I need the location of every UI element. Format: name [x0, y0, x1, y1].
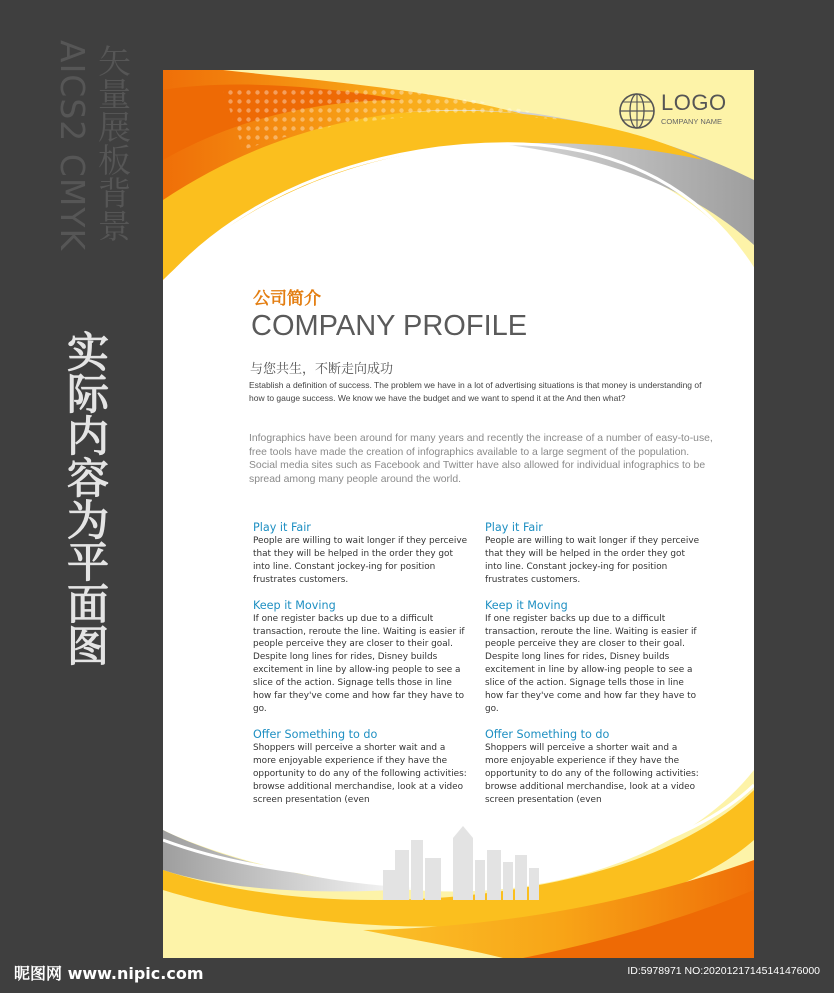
watermark-id: ID:5978971 NO:20201217145141476000 [627, 965, 820, 977]
section [485, 599, 703, 716]
title-cn: 公司简介 [253, 289, 321, 309]
side-subtitle-en: AICS2 CMYK [53, 40, 92, 252]
section-body: If one register backs up due to a difficult transaction, reroute the line. Waiting is easier if people perceive they are closer to their goal. Despite long lines for rides, Disney builds excitement in line by allow-ing people to see a slice of the action. Signage tells those in line how far they've come and how far they have to go. [253, 613, 465, 714]
section [485, 728, 703, 806]
section [485, 521, 703, 587]
section-heading: Keep it Moving [485, 598, 568, 612]
slogan: 与您共生，不断走向成功 [250, 362, 394, 377]
section-heading: Keep it Moving [253, 598, 336, 612]
company-logo [618, 90, 743, 132]
board-decoration [163, 70, 754, 958]
section [253, 521, 471, 587]
right-column [485, 521, 703, 806]
section-heading: Play it Fair [485, 521, 543, 534]
title-en: COMPANY PROFILE [251, 310, 528, 342]
section [253, 728, 471, 806]
section-body: Shoppers will perceive a shorter wait and a more enjoyable experience if they have the opportunity to do any of the following activities: browse additional merchandise, look at a video screen presentation (even [485, 742, 699, 805]
side-title: 实际内容为平面图 [61, 330, 110, 666]
intro-paragraph-2: Infographics have been around for many years and recently the increase of a number of easy-to-use, free tools have made the creation of infographics available to a large segment of the population. Social media sites such as Facebook and Twitter have also allowed for individual infographics to be spread among many people around the world. [249, 433, 713, 485]
side-subtitle-cn: 矢量展板背景 [93, 44, 132, 242]
globe-icon [618, 92, 656, 130]
section-body: If one register backs up due to a difficult transaction, reroute the line. Waiting is easier if people perceive they are closer to their goal. Despite long lines for rides, Disney builds excitement in line by allow-ing people to see a slice of the action. Signage tells those in line how far they've come and how far they have to go. [485, 613, 697, 714]
left-column [253, 521, 471, 806]
section-heading: Offer Something to do [485, 727, 610, 741]
section-body: Shoppers will perceive a shorter wait and a more enjoyable experience if they have the opportunity to do any of the following activities: browse additional merchandise, look at a video screen presentation (even [253, 742, 467, 805]
section-body: People are willing to wait longer if they perceive that they will be helped in the order they got into line. Constant jockey-ing for position frustrates customers. [253, 536, 468, 585]
company-name: COMPANY NAME [661, 117, 722, 126]
section-heading: Offer Something to do [253, 727, 378, 741]
watermark-site: 昵图网 www.nipic.com [14, 964, 204, 983]
section [253, 599, 471, 716]
section-body: People are willing to wait longer if they perceive that they will be helped in the order they got into line. Constant jockey-ing for position frustrates customers. [485, 536, 700, 585]
logo-text: LOGO [661, 90, 727, 115]
section-heading: Play it Fair [253, 521, 311, 534]
city-skyline-icon [383, 826, 539, 900]
intro-paragraph-1: Establish a definition of success. The problem we have in a lot of advertising situations is that money is understanding of how to gauge success. We know we have the budget and we want to spend it at the And then what? [249, 380, 702, 403]
profile-board [163, 70, 754, 958]
